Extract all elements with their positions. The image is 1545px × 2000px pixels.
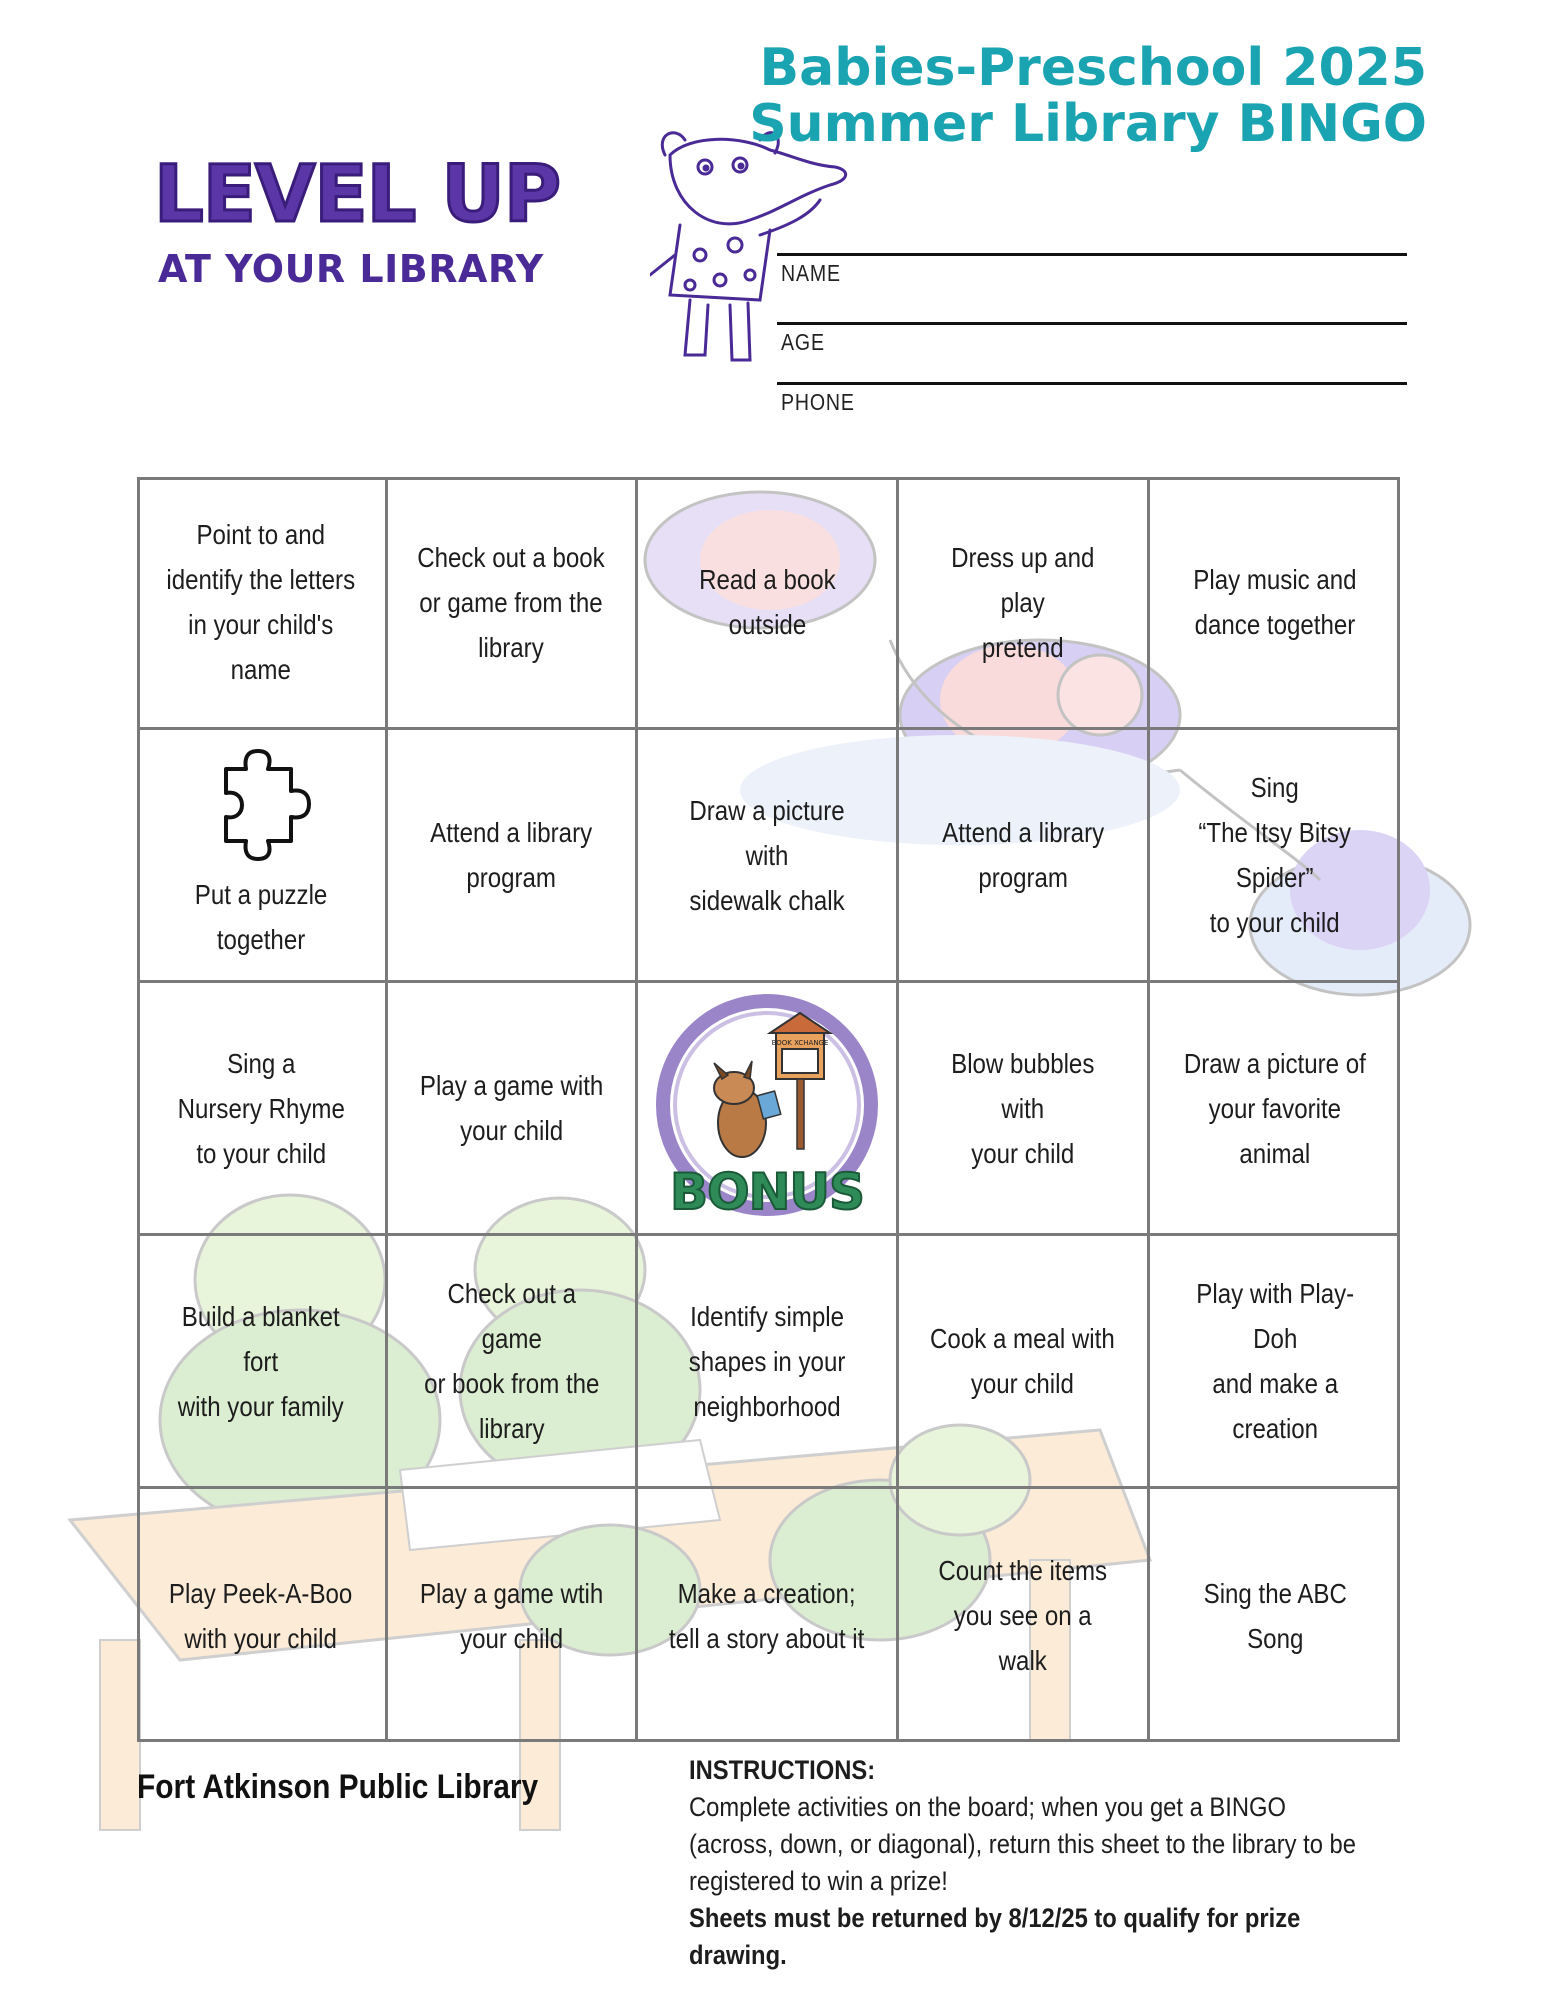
bingo-cell[interactable] bbox=[1150, 983, 1401, 1236]
logo-at-your-library: AT YOUR LIBRARY bbox=[158, 247, 544, 291]
bingo-cell[interactable] bbox=[388, 1489, 639, 1742]
cell-text: Play with Play-Doh and make a creation bbox=[1195, 1278, 1354, 1444]
title-line-1: Babies-Preschool 2025 bbox=[759, 38, 1427, 98]
age-field[interactable] bbox=[777, 322, 1407, 356]
cell-text: Check out a game or book from the library bbox=[423, 1278, 599, 1444]
cell-text: Sing “The Itsy Bitsy Spider” to your child bbox=[1198, 772, 1352, 938]
bingo-cell[interactable] bbox=[1150, 1489, 1401, 1742]
name-label: NAME bbox=[781, 260, 841, 286]
cell-text: Make a creation; tell a story about it bbox=[669, 1577, 865, 1654]
page-title bbox=[749, 40, 1427, 152]
cell-text: Blow bubbles with your child bbox=[951, 1047, 1095, 1169]
bingo-cell[interactable] bbox=[638, 1236, 899, 1489]
cell-text: Draw a picture of your favorite animal bbox=[1183, 1047, 1366, 1169]
bingo-cell[interactable] bbox=[638, 730, 899, 983]
bingo-cell[interactable] bbox=[388, 1236, 639, 1489]
age-label: AGE bbox=[781, 329, 825, 355]
bingo-cell[interactable] bbox=[899, 983, 1150, 1236]
instructions-body: Complete activities on the board; when you get a BINGO (across, down, or diagonal), return this sheet to the library to be registered to win a prize! bbox=[689, 1792, 1356, 1896]
bonus-badge bbox=[652, 993, 882, 1223]
cell-text: Dress up and play pretend bbox=[951, 541, 1095, 663]
level-up-logo bbox=[150, 60, 710, 340]
bingo-cell[interactable] bbox=[388, 983, 639, 1236]
name-field[interactable] bbox=[777, 253, 1407, 287]
bingo-cell[interactable] bbox=[137, 1489, 388, 1742]
phone-label: PHONE bbox=[781, 389, 855, 415]
instructions-deadline: Sheets must be returned by 8/12/25 to qualify for prize drawing. bbox=[689, 1903, 1301, 1970]
instructions-heading: INSTRUCTIONS: bbox=[689, 1755, 876, 1785]
bingo-board bbox=[137, 477, 1400, 1742]
cell-text: Play a game wtih your child bbox=[419, 1577, 603, 1654]
bingo-cell[interactable] bbox=[899, 730, 1150, 983]
cell-text: Play a game with your child bbox=[419, 1070, 603, 1146]
cell-text: Play music and dance together bbox=[1193, 564, 1357, 640]
cell-text: Put a puzzle together bbox=[194, 878, 328, 955]
bingo-cell[interactable] bbox=[137, 730, 388, 983]
bingo-cell[interactable] bbox=[388, 477, 639, 730]
bonus-label: BONUS bbox=[669, 1163, 865, 1221]
title-line-2: Summer Library BINGO bbox=[749, 94, 1427, 154]
logo-level-up: LEVEL UP bbox=[154, 150, 560, 240]
cell-text: Attend a library program bbox=[941, 817, 1104, 893]
cell-text: Count the items you see on a walk bbox=[938, 1555, 1108, 1676]
cell-text: Sing a Nursery Rhyme to your child bbox=[177, 1047, 345, 1169]
cell-text: Identify simple shapes in your neighborhood bbox=[688, 1300, 846, 1422]
bingo-cell[interactable] bbox=[638, 477, 899, 730]
bingo-cell[interactable] bbox=[137, 477, 388, 730]
bingo-cell[interactable] bbox=[1150, 1236, 1401, 1489]
bingo-cell[interactable] bbox=[638, 1489, 899, 1742]
cell-text: Read a book outside bbox=[698, 564, 836, 640]
sign-text: BOOK XCHANGE bbox=[771, 1039, 829, 1047]
bingo-cell[interactable] bbox=[1150, 730, 1401, 983]
puzzle-piece-icon bbox=[206, 749, 316, 864]
bingo-cell[interactable] bbox=[899, 1489, 1150, 1742]
cell-text: Draw a picture with sidewalk chalk bbox=[689, 794, 845, 916]
cell-text: Build a blanket fort with your family bbox=[177, 1300, 344, 1422]
bingo-cell[interactable] bbox=[899, 1236, 1150, 1489]
library-name: Fort Atkinson Public Library bbox=[137, 1768, 539, 1806]
bonus-cell[interactable] bbox=[638, 983, 899, 1236]
cell-text: Play Peek-A-Boo with your child bbox=[169, 1577, 353, 1654]
bingo-cell[interactable] bbox=[137, 1236, 388, 1489]
bingo-cell[interactable] bbox=[137, 983, 388, 1236]
phone-field[interactable] bbox=[777, 382, 1407, 416]
bingo-cell[interactable] bbox=[388, 730, 639, 983]
cell-text: Check out a book or game from the library bbox=[417, 541, 605, 663]
cell-text: Attend a library program bbox=[430, 817, 593, 893]
bingo-cell[interactable] bbox=[899, 477, 1150, 730]
cell-text: Cook a meal with your child bbox=[930, 1323, 1116, 1399]
instructions bbox=[689, 1752, 1358, 1974]
cell-text: Sing the ABC Song bbox=[1203, 1577, 1347, 1654]
bingo-cell[interactable] bbox=[1150, 477, 1401, 730]
cell-text: Point to and identify the letters in your child's name bbox=[166, 519, 356, 685]
